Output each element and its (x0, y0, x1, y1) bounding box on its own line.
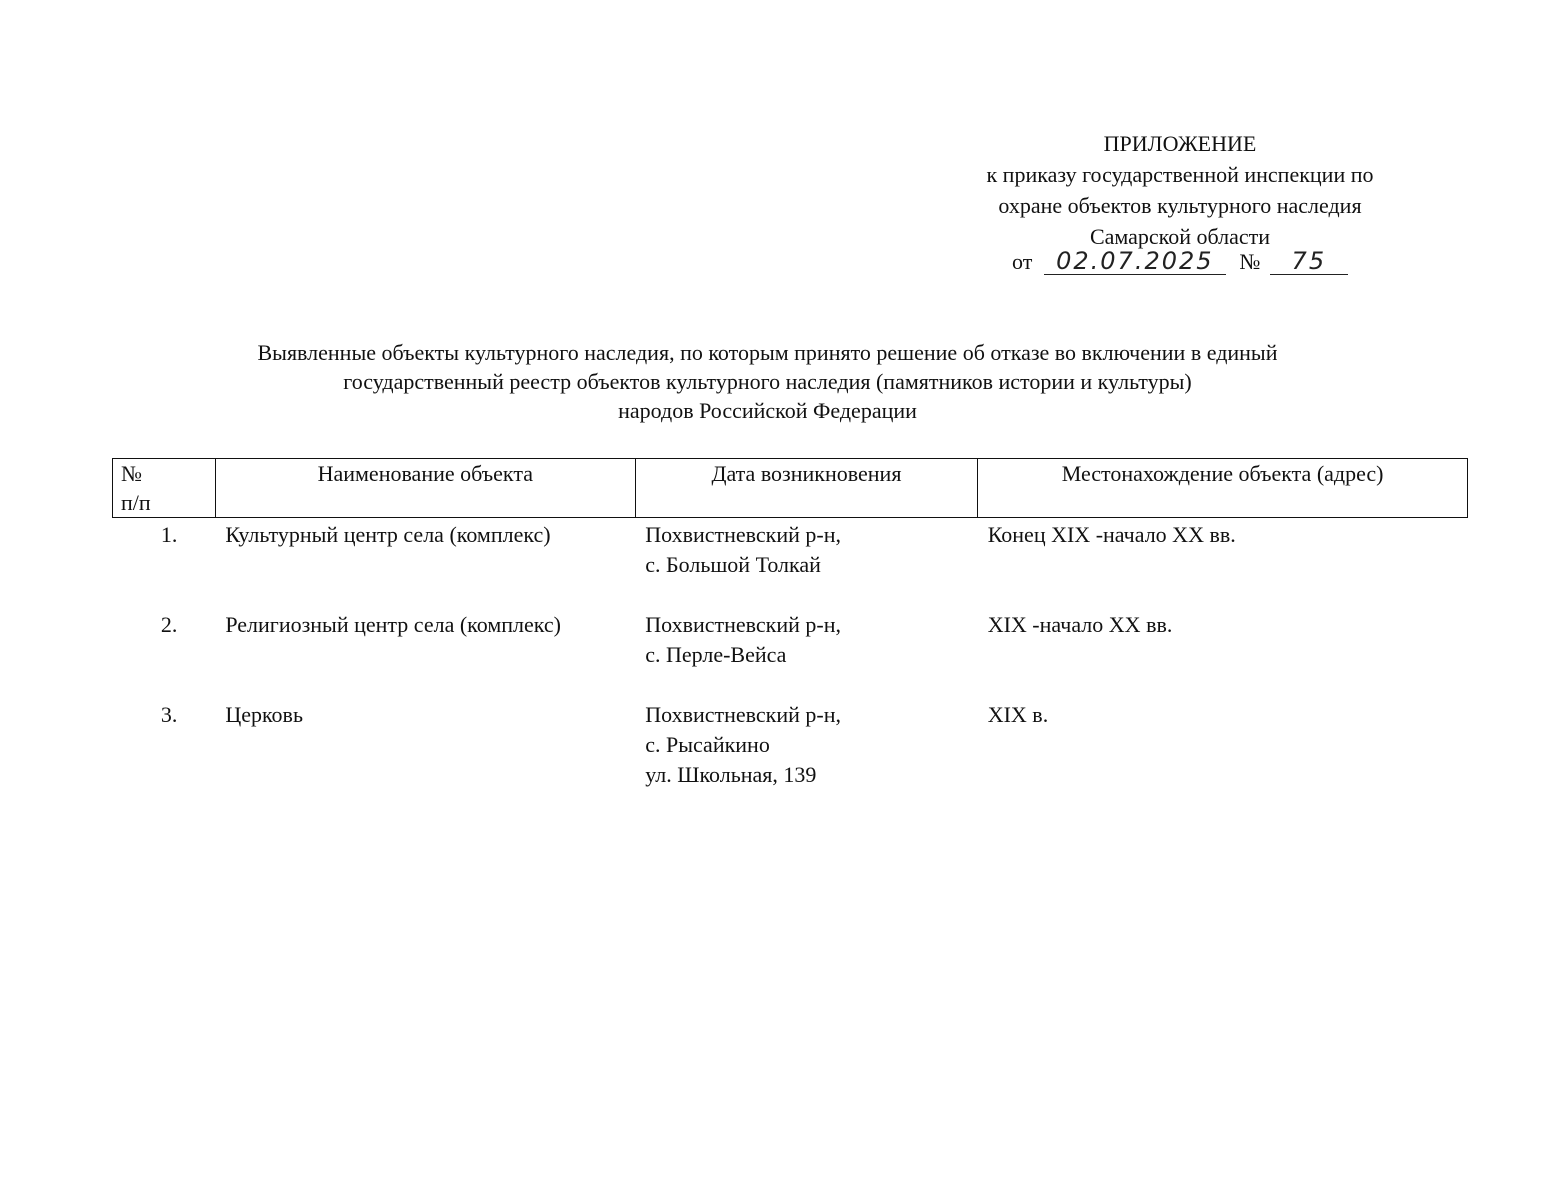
handwritten-date: 02.07.2025 (1044, 248, 1226, 275)
header-date: Дата возникновения (635, 459, 977, 518)
table-row (113, 698, 1468, 790)
row-col3 (635, 698, 977, 790)
row-col3 (635, 518, 977, 609)
row-col3-line-1: Похвистневский р-н, (645, 522, 842, 547)
document-title-line-3: народов Российской Федерации (618, 398, 917, 423)
row-name: Религиозный центр села (комплекс) (225, 612, 561, 637)
appendix-line-3: Самарской области (1089, 224, 1271, 249)
document-title (100, 338, 1435, 425)
row-col3-line-2: с. Большой Толкай (645, 552, 821, 577)
header-name: Наименование объекта (215, 459, 635, 518)
row-name: Церковь (225, 702, 303, 727)
header-number-line-2: п/п (121, 490, 151, 515)
row-col3-line-3: ул. Школьная, 139 (645, 762, 817, 787)
header-number (113, 459, 216, 518)
appendix-line-2: охране объектов культурного наследия (998, 193, 1362, 218)
number-sign: № (1239, 249, 1261, 274)
document-title-line-2: государственный реестр объектов культурного наследия (памятников истории и культуры) (343, 369, 1192, 394)
appendix-line-1: к приказу государственной инспекции по (986, 162, 1374, 187)
row-col4: XIX -начало XX вв. (987, 612, 1173, 637)
row-col3-line-2: с. Перле-Вейса (645, 642, 787, 667)
row-col3-line-1: Похвистневский р-н, (645, 612, 842, 637)
header-location: Местонахождение объекта (адрес) (978, 459, 1468, 518)
table-row (113, 518, 1468, 609)
order-date-number-line (1012, 248, 1348, 275)
row-col4: XIX в. (987, 702, 1049, 727)
appendix-header (900, 128, 1460, 252)
appendix-title: ПРИЛОЖЕНИЕ (1103, 131, 1257, 156)
document-title-line-1: Выявленные объекты культурного наследия, по которым принято решение об отказе во включении в единый (257, 340, 1278, 365)
heritage-objects-table (112, 458, 1468, 790)
row-col3-line-1: Похвистневский р-н, (645, 702, 842, 727)
handwritten-order-number: 75 (1270, 248, 1348, 275)
row-col3-line-2: с. Рысайкино (645, 732, 770, 757)
row-number: 1. (160, 522, 178, 547)
row-name: Культурный центр села (комплекс) (225, 522, 551, 547)
date-prefix: от (1012, 249, 1033, 274)
row-number: 3. (160, 702, 178, 727)
header-number-line-1: № (121, 461, 142, 486)
table-header-row (113, 459, 1468, 518)
table-row (113, 608, 1468, 698)
row-col3 (635, 608, 977, 698)
row-col4: Конец XIX -начало XX вв. (987, 522, 1236, 547)
row-number: 2. (160, 612, 178, 637)
